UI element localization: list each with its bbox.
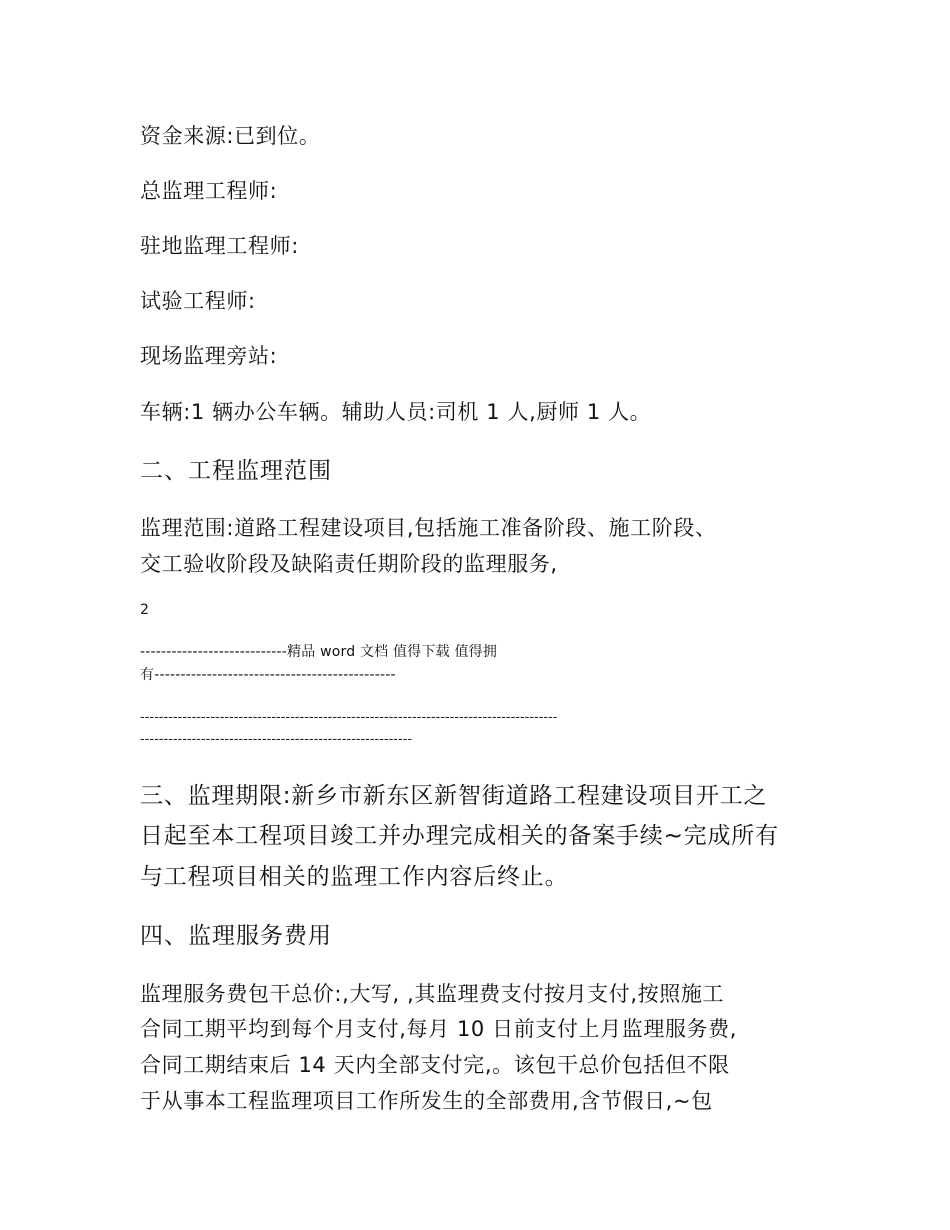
- section-3-line-2: 日起至本工程项目竣工并办理完成相关的备案手续~完成所有: [140, 823, 779, 849]
- section-4-para-line-1: 监理服务费包干总价:,大写, ,其监理费支付按月支付,按照施工: [140, 982, 725, 1006]
- section-2-heading: 二、工程监理范围: [140, 458, 332, 484]
- section-4-para-line-3: 合同工期结束后 14 天内全部支付完,。该包干总价包括但不限: [140, 1053, 730, 1077]
- funding-source-line: 资金来源:已到位。: [140, 124, 321, 148]
- section-2-para-line-1: 监理范围:道路工程建设项目,包括施工准备阶段、施工阶段、: [140, 516, 717, 540]
- section-3-line-3: 与工程项目相关的监理工作内容后终止。: [140, 864, 569, 890]
- chief-supervisor-line: 总监理工程师:: [140, 179, 278, 203]
- section-4-para-line-2: 合同工期平均到每个月支付,每月 10 日前支付上月监理服务费,: [140, 1017, 738, 1041]
- section-2-para-line-2: 交工验收阶段及缺陷责任期阶段的监理服务,: [140, 552, 558, 576]
- footer-dash-line-2: ----------------------------------------------------------: [140, 732, 413, 747]
- section-4-heading: 四、监理服务费用: [140, 923, 332, 949]
- test-engineer-line: 试验工程师:: [140, 289, 256, 313]
- section-3-line-1: 三、监理期限:新乡市新东区新智街道路工程建设项目开工之: [140, 783, 768, 809]
- site-supervision-line: 现场监理旁站:: [140, 344, 278, 368]
- page-number: 2: [140, 602, 150, 618]
- resident-supervisor-line: 驻地监理工程师:: [140, 234, 299, 258]
- footer-watermark-line-2: 有----------------------------------------------: [140, 667, 396, 683]
- vehicles-staff-line: 车辆:1 辆办公车辆。辅助人员:司机 1 人,厨师 1 人。: [140, 400, 652, 424]
- footer-watermark-line-1: ----------------------------精品 word 文档 值得下载 值得拥: [140, 644, 498, 660]
- footer-dash-line-1: -----------------------------------------------------------------------------------------: [140, 710, 558, 725]
- section-4-para-line-4: 于从事本工程监理项目工作所发生的全部费用,含节假日,~包: [140, 1089, 713, 1113]
- document-page: [140, 0, 810, 1230]
